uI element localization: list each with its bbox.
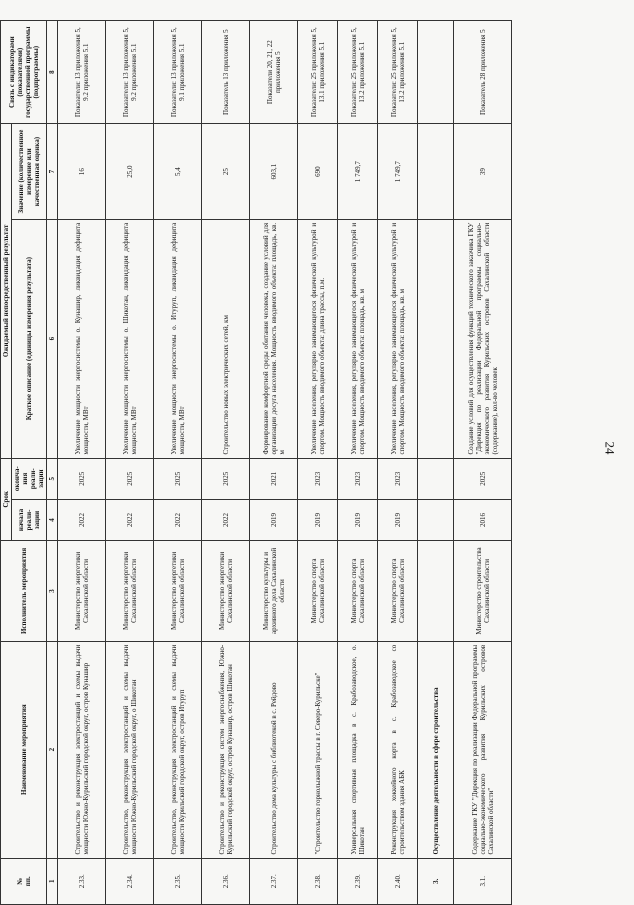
col-number: 1 <box>47 858 58 904</box>
header-executor: Исполнитель мероприятия <box>1 541 47 642</box>
empty-cell <box>418 499 454 540</box>
col-number: 2 <box>47 641 58 858</box>
row-executor: Министерство строительства Сахалинской области <box>454 541 512 642</box>
table-row <box>250 21 298 905</box>
table-row <box>154 21 202 905</box>
row-value: 603,1 <box>250 124 298 220</box>
col-number: 8 <box>47 21 58 124</box>
empty-cell <box>418 541 454 642</box>
row-link: Показатели: 13 приложения 5, 9.2 приложения 5.1 <box>58 21 106 124</box>
header-value: Значение (количественное измерение или качественная оценка) <box>12 124 47 220</box>
row-link: Показатели: 25 приложения 5, 13.1 приложения 5.1 <box>298 21 338 124</box>
row-end: 2025 <box>454 458 512 499</box>
header-link: Связь с индикаторами (показателями) государственной программы (подпрограммы) <box>1 21 47 124</box>
row-name: "Строительство горнолыжной трассы в г. Северо-Курильске" <box>298 641 338 858</box>
table-body <box>58 21 512 905</box>
row-num: 2.34. <box>106 858 154 904</box>
row-num: 3.1. <box>454 858 512 904</box>
header-end: оконча-ния реали-зации <box>12 458 47 499</box>
col-number: 7 <box>47 124 58 220</box>
row-executor: Министерство культуры и архивного дела Сахалинской области <box>250 541 298 642</box>
row-start: 2019 <box>250 499 298 540</box>
row-link: Показатели 20, 21, 22 приложения 5 <box>250 21 298 124</box>
row-executor: Министерство энергетики Сахалинской области <box>58 541 106 642</box>
row-desc: Формирование комфортной среды обитания человека, создание условий для организации досуга населения. Мощность вводимого объекта: площадь, кв. м <box>250 219 298 458</box>
row-desc: Увеличение населения, регулярно занимающегося физической культурой и спортом. Мощность вводимого объекта: площадь, кв. м <box>338 219 378 458</box>
row-desc: Создание условий для осуществления функций технического заказчика ГКУ "Дирекция по реализации Федеральной программы социально-экономического развития Курильских островов Сахалинской области (содержание), кол-во человек <box>454 219 512 458</box>
row-desc: Увеличение населения, регулярно занимающегося физической культурой и спортом. Мощность вводимого объекта: длина трассы, п.м. <box>298 219 338 458</box>
col-number: 6 <box>47 219 58 458</box>
row-end: 2025 <box>58 458 106 499</box>
empty-cell <box>418 458 454 499</box>
row-name: Строительство, реконструкция электростанций и схемы выдачи мощности Южно-Курильский городской округ, о Шикотан <box>106 641 154 858</box>
row-value: 1 749,7 <box>338 124 378 220</box>
row-start: 2019 <box>338 499 378 540</box>
row-executor: Министерство энергетики Сахалинской области <box>202 541 250 642</box>
header-name: Наименование мероприятия <box>1 641 47 858</box>
table-row <box>58 21 106 905</box>
table-row <box>202 21 250 905</box>
row-executor: Министерство энергетики Сахалинской области <box>106 541 154 642</box>
row-end: 2025 <box>202 458 250 499</box>
row-end: 2023 <box>298 458 338 499</box>
results-table <box>0 20 512 905</box>
row-link: Показатели: 13 приложения 5, 9.2 приложения 5.1 <box>106 21 154 124</box>
row-num: 2.37. <box>250 858 298 904</box>
row-name: Строительство, реконструкция электростанций и схемы выдачи мощности Курильский городской округ, остров Итуруп <box>154 641 202 858</box>
row-link: Показатели: 13 приложения 5, 9.1 приложения 5.1 <box>154 21 202 124</box>
row-num: 2.33. <box>58 858 106 904</box>
row-start: 2022 <box>106 499 154 540</box>
header-num: № пп. <box>1 858 47 904</box>
header-desc: Краткое описание (единицы измерения результата) <box>12 219 47 458</box>
row-desc: Строительство новых электрических сетей, км <box>202 219 250 458</box>
row-name: Строительство и реконструкция систем энергоснабжения, Южно-Курильский городской округ, остров Кунашир, остров Шикотан <box>202 641 250 858</box>
section-num: 3. <box>418 858 454 904</box>
row-name: Строительство дома культуры с библиотекой в с. Рейдово <box>250 641 298 858</box>
row-num: 2.35. <box>154 858 202 904</box>
table-row <box>106 21 154 905</box>
col-number: 5 <box>47 458 58 499</box>
row-desc: Увеличение мощности энергосистемы о. Кунашир, ликвидация дефицита мощности, МВт <box>58 219 106 458</box>
row-end: 2023 <box>378 458 418 499</box>
row-value: 25 <box>202 124 250 220</box>
row-name: Универсальная спортивная площадка в с. Крабозаводское, о. Шикотан <box>338 641 378 858</box>
empty-cell <box>418 219 454 458</box>
table-row <box>298 21 338 905</box>
row-end: 2025 <box>154 458 202 499</box>
row-desc: Увеличение мощности энергосистемы о. Итуруп, ликвидация дефицита мощности, МВт <box>154 219 202 458</box>
row-desc: Увеличение мощности энергосистемы о. Шикотан, ликвидация дефицита мощности, МВт <box>106 219 154 458</box>
row-end: 2021 <box>250 458 298 499</box>
table-row <box>338 21 378 905</box>
page-number: 24 <box>602 441 618 455</box>
row-value: 39 <box>454 124 512 220</box>
table-row <box>454 21 512 905</box>
row-start: 2019 <box>378 499 418 540</box>
row-end: 2023 <box>338 458 378 499</box>
col-number: 4 <box>47 499 58 540</box>
col-number: 3 <box>47 541 58 642</box>
row-end: 2025 <box>106 458 154 499</box>
row-executor: Министерство спорта Сахалинской области <box>378 541 418 642</box>
header-term: Срок <box>1 458 12 541</box>
row-name: Содержание ГКУ "Дирекция по реализации Федеральной программы социально-экономического развития Курильских островов Сахалинской области" <box>454 641 512 858</box>
row-start: 2022 <box>154 499 202 540</box>
row-name: Реконструкция хоккейного корта в с. Крабозаводское со строительством здания АБК <box>378 641 418 858</box>
row-link: Показатель 13 приложения 5 <box>202 21 250 124</box>
row-value: 1 749,7 <box>378 124 418 220</box>
row-num: 2.39. <box>338 858 378 904</box>
empty-cell <box>418 21 454 124</box>
row-num: 2.40. <box>378 858 418 904</box>
row-name: Строительство и реконструкция электростанций и схемы выдачи мощности Южно-Курильский городской округ, остров Кунашир <box>58 641 106 858</box>
empty-cell <box>418 124 454 220</box>
rotated-table-container <box>0 20 499 905</box>
row-link: Показатели: 25 приложения 5, 13.2 приложения 5.1 <box>338 21 378 124</box>
header-start: начала реали-зации <box>12 499 47 540</box>
header-expected: Ожидаемый непосредственный результат <box>1 124 12 458</box>
section-title: Осуществление деятельности в сфере строительства <box>418 641 454 858</box>
row-start: 2019 <box>298 499 338 540</box>
row-value: 25,0 <box>106 124 154 220</box>
section-row <box>418 21 454 905</box>
row-link: Показатели: 25 приложения 5, 13.2 приложения 5.1 <box>378 21 418 124</box>
row-value: 690 <box>298 124 338 220</box>
row-value: 16 <box>58 124 106 220</box>
row-num: 2.38. <box>298 858 338 904</box>
row-executor: Министерство спорта Сахалинской области <box>298 541 338 642</box>
row-num: 2.36. <box>202 858 250 904</box>
row-start: 2022 <box>58 499 106 540</box>
row-value: 5,4 <box>154 124 202 220</box>
table-row <box>378 21 418 905</box>
row-link: Показатель 28 приложения 5 <box>454 21 512 124</box>
row-start: 2016 <box>454 499 512 540</box>
column-number-row <box>47 21 58 905</box>
row-start: 2022 <box>202 499 250 540</box>
row-executor: Министерство спорта Сахалинской области <box>338 541 378 642</box>
row-desc: Увеличение населения, регулярно занимающегося физической культурой и спортом. Мощность вводимого объекта: площадь, кв. м <box>378 219 418 458</box>
row-executor: Министерство энергетики Сахалинской области <box>154 541 202 642</box>
